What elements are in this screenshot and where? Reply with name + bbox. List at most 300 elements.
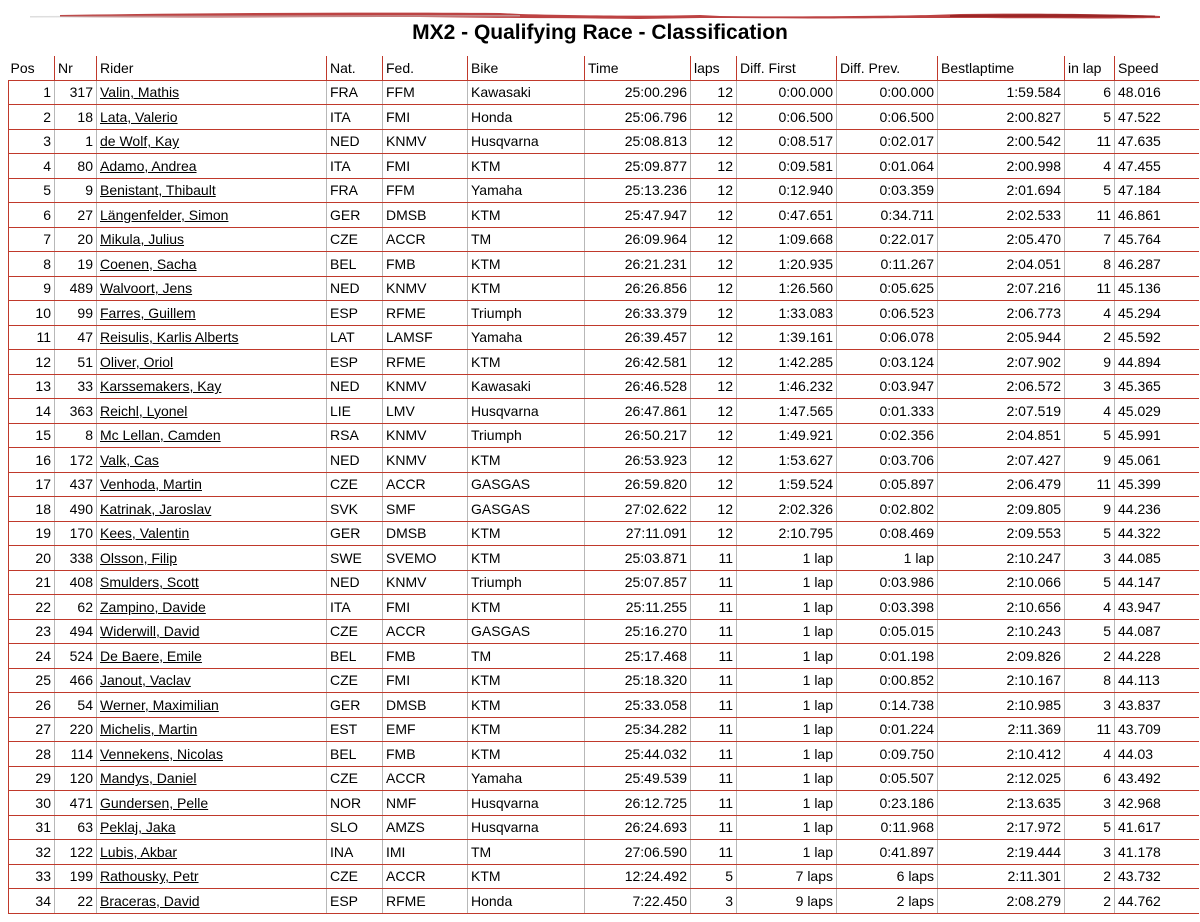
cell-in-lap: 11 bbox=[1065, 129, 1115, 154]
table-row bbox=[9, 399, 1199, 424]
cell-diff-first: 1:33.083 bbox=[737, 301, 837, 326]
cell-diff-prev: 0:05.015 bbox=[837, 619, 938, 644]
cell-fed: IMI bbox=[383, 840, 468, 865]
rider-link[interactable]: Farres, Guillem bbox=[100, 304, 196, 321]
cell-nat: SWE bbox=[327, 546, 383, 571]
rider-link[interactable]: Rathousky, Petr bbox=[100, 868, 199, 885]
cell-rider bbox=[97, 889, 327, 914]
cell-fed: FMB bbox=[383, 742, 468, 767]
header-pos: Pos bbox=[9, 56, 55, 80]
cell-diff-prev: 0:02.017 bbox=[837, 129, 938, 154]
cell-fed: KNMV bbox=[383, 570, 468, 595]
table-row bbox=[9, 644, 1199, 669]
cell-bestlaptime: 2:13.635 bbox=[938, 791, 1065, 816]
cell-nr: 18 bbox=[55, 105, 97, 130]
cell-rider bbox=[97, 546, 327, 571]
cell-bike: Yamaha bbox=[468, 766, 585, 791]
table-row bbox=[9, 178, 1199, 203]
cell-laps: 5 bbox=[691, 864, 737, 889]
rider-link[interactable]: Venhoda, Martin bbox=[100, 476, 202, 493]
cell-bike: KTM bbox=[468, 252, 585, 277]
rider-link[interactable]: Mandys, Daniel bbox=[100, 770, 197, 787]
cell-bestlaptime: 2:06.572 bbox=[938, 374, 1065, 399]
cell-nr: 338 bbox=[55, 546, 97, 571]
cell-rider bbox=[97, 815, 327, 840]
cell-nat: ESP bbox=[327, 889, 383, 914]
cell-nr: 170 bbox=[55, 521, 97, 546]
cell-bike: KTM bbox=[468, 717, 585, 742]
cell-in-lap: 5 bbox=[1065, 815, 1115, 840]
header-fed: Fed. bbox=[383, 56, 468, 80]
table-row bbox=[9, 742, 1199, 767]
cell-laps: 11 bbox=[691, 595, 737, 620]
cell-bike: GASGAS bbox=[468, 619, 585, 644]
header-nat: Nat. bbox=[327, 56, 383, 80]
cell-time: 25:44.032 bbox=[585, 742, 691, 767]
rider-link[interactable]: Kees, Valentin bbox=[100, 525, 190, 542]
table-row bbox=[9, 766, 1199, 791]
rider-link[interactable]: de Wolf, Kay bbox=[100, 133, 180, 150]
rider-link[interactable]: Gundersen, Pelle bbox=[100, 794, 209, 811]
rider-link[interactable]: Adamo, Andrea bbox=[100, 157, 197, 174]
cell-diff-first: 1 lap bbox=[737, 791, 837, 816]
cell-laps: 12 bbox=[691, 178, 737, 203]
cell-pos: 29 bbox=[9, 766, 55, 791]
cell-speed: 44.894 bbox=[1115, 350, 1199, 375]
cell-diff-first: 1:53.627 bbox=[737, 448, 837, 473]
cell-time: 25:49.539 bbox=[585, 766, 691, 791]
cell-laps: 11 bbox=[691, 693, 737, 718]
cell-laps: 12 bbox=[691, 301, 737, 326]
cell-bestlaptime: 2:10.243 bbox=[938, 619, 1065, 644]
cell-in-lap: 7 bbox=[1065, 227, 1115, 252]
cell-bestlaptime: 1:59.584 bbox=[938, 80, 1065, 105]
cell-pos: 16 bbox=[9, 448, 55, 473]
cell-nr: 62 bbox=[55, 595, 97, 620]
cell-nr: 408 bbox=[55, 570, 97, 595]
cell-bike: TM bbox=[468, 644, 585, 669]
cell-bestlaptime: 2:07.519 bbox=[938, 399, 1065, 424]
cell-diff-prev: 0:01.224 bbox=[837, 717, 938, 742]
cell-nat: BEL bbox=[327, 644, 383, 669]
cell-time: 25:34.282 bbox=[585, 717, 691, 742]
rider-link[interactable]: Oliver, Oriol bbox=[100, 353, 174, 370]
cell-in-lap: 3 bbox=[1065, 840, 1115, 865]
cell-speed: 42.968 bbox=[1115, 791, 1199, 816]
cell-fed: KNMV bbox=[383, 448, 468, 473]
rider-link[interactable]: Smulders, Scott bbox=[100, 574, 199, 591]
cell-bike: KTM bbox=[468, 203, 585, 228]
cell-bike: KTM bbox=[468, 595, 585, 620]
table-row bbox=[9, 497, 1199, 522]
cell-laps: 11 bbox=[691, 619, 737, 644]
cell-nr: 471 bbox=[55, 791, 97, 816]
table-row bbox=[9, 864, 1199, 889]
table-row bbox=[9, 448, 1199, 473]
cell-nat: SLO bbox=[327, 815, 383, 840]
cell-diff-first: 1 lap bbox=[737, 546, 837, 571]
cell-rider bbox=[97, 864, 327, 889]
cell-diff-prev: 0:06.078 bbox=[837, 325, 938, 350]
cell-diff-prev: 0:01.198 bbox=[837, 644, 938, 669]
cell-diff-first: 1 lap bbox=[737, 619, 837, 644]
cell-fed: FFM bbox=[383, 80, 468, 105]
cell-time: 25:06.796 bbox=[585, 105, 691, 130]
table-row bbox=[9, 570, 1199, 595]
cell-bike: KTM bbox=[468, 276, 585, 301]
cell-rider bbox=[97, 644, 327, 669]
cell-laps: 12 bbox=[691, 448, 737, 473]
rider-link[interactable]: Coenen, Sacha bbox=[100, 255, 197, 272]
cell-time: 12:24.492 bbox=[585, 864, 691, 889]
table-row bbox=[9, 717, 1199, 742]
header-time: Time bbox=[585, 56, 691, 80]
cell-nr: 22 bbox=[55, 889, 97, 914]
cell-fed: NMF bbox=[383, 791, 468, 816]
cell-nat: NED bbox=[327, 374, 383, 399]
cell-time: 26:26.856 bbox=[585, 276, 691, 301]
cell-speed: 45.764 bbox=[1115, 227, 1199, 252]
cell-bike: Husqvarna bbox=[468, 791, 585, 816]
cell-bestlaptime: 2:09.805 bbox=[938, 497, 1065, 522]
rider-link[interactable]: Mc Lellan, Camden bbox=[100, 427, 221, 444]
cell-in-lap: 2 bbox=[1065, 864, 1115, 889]
cell-pos: 31 bbox=[9, 815, 55, 840]
cell-diff-prev: 0:23.186 bbox=[837, 791, 938, 816]
cell-pos: 13 bbox=[9, 374, 55, 399]
header-diff-first: Diff. First bbox=[737, 56, 837, 80]
cell-fed: ACCR bbox=[383, 227, 468, 252]
cell-nr: 437 bbox=[55, 472, 97, 497]
cell-diff-first: 1 lap bbox=[737, 840, 837, 865]
cell-nr: 489 bbox=[55, 276, 97, 301]
table-row bbox=[9, 423, 1199, 448]
cell-diff-first: 1 lap bbox=[737, 570, 837, 595]
cell-diff-prev: 0:34.711 bbox=[837, 203, 938, 228]
cell-rider bbox=[97, 693, 327, 718]
cell-bestlaptime: 2:02.533 bbox=[938, 203, 1065, 228]
cell-in-lap: 11 bbox=[1065, 717, 1115, 742]
cell-time: 25:47.947 bbox=[585, 203, 691, 228]
cell-pos: 17 bbox=[9, 472, 55, 497]
cell-pos: 22 bbox=[9, 595, 55, 620]
cell-nr: 494 bbox=[55, 619, 97, 644]
cell-laps: 12 bbox=[691, 154, 737, 179]
cell-rider bbox=[97, 472, 327, 497]
rider-link[interactable]: De Baere, Emile bbox=[100, 647, 202, 664]
cell-diff-first: 1 lap bbox=[737, 815, 837, 840]
cell-laps: 12 bbox=[691, 325, 737, 350]
cell-time: 25:18.320 bbox=[585, 668, 691, 693]
cell-in-lap: 11 bbox=[1065, 276, 1115, 301]
rider-link[interactable]: Längenfelder, Simon bbox=[100, 206, 229, 223]
cell-fed: ACCR bbox=[383, 766, 468, 791]
cell-speed: 45.399 bbox=[1115, 472, 1199, 497]
cell-speed: 44.322 bbox=[1115, 521, 1199, 546]
rider-link[interactable]: Janout, Vaclav bbox=[100, 672, 191, 689]
cell-speed: 47.455 bbox=[1115, 154, 1199, 179]
cell-laps: 12 bbox=[691, 423, 737, 448]
cell-fed: LAMSF bbox=[383, 325, 468, 350]
cell-nat: ESP bbox=[327, 301, 383, 326]
cell-nat: CZE bbox=[327, 668, 383, 693]
cell-pos: 15 bbox=[9, 423, 55, 448]
cell-bestlaptime: 2:05.470 bbox=[938, 227, 1065, 252]
cell-speed: 44.236 bbox=[1115, 497, 1199, 522]
rider-link[interactable]: Mikula, Julius bbox=[100, 231, 185, 248]
cell-diff-prev: 2 laps bbox=[837, 889, 938, 914]
rider-link[interactable]: Zampino, Davide bbox=[100, 598, 206, 615]
cell-pos: 19 bbox=[9, 521, 55, 546]
cell-time: 26:21.231 bbox=[585, 252, 691, 277]
cell-time: 25:33.058 bbox=[585, 693, 691, 718]
cell-in-lap: 3 bbox=[1065, 791, 1115, 816]
cell-nat: ITA bbox=[327, 595, 383, 620]
cell-fed: SMF bbox=[383, 497, 468, 522]
rider-link[interactable]: Vennekens, Nicolas bbox=[100, 745, 223, 762]
cell-speed: 48.016 bbox=[1115, 80, 1199, 105]
cell-time: 25:00.296 bbox=[585, 80, 691, 105]
cell-diff-first: 1:42.285 bbox=[737, 350, 837, 375]
cell-in-lap: 4 bbox=[1065, 154, 1115, 179]
cell-rider bbox=[97, 227, 327, 252]
rider-link[interactable]: Werner, Maximilian bbox=[100, 696, 219, 713]
rider-link[interactable]: Karssemakers, Kay bbox=[100, 378, 222, 395]
cell-speed: 44.03 bbox=[1115, 742, 1199, 767]
cell-diff-first: 9 laps bbox=[737, 889, 837, 914]
cell-speed: 45.991 bbox=[1115, 423, 1199, 448]
header-nr: Nr bbox=[55, 56, 97, 80]
cell-pos: 7 bbox=[9, 227, 55, 252]
cell-fed: KNMV bbox=[383, 423, 468, 448]
cell-bike: Triumph bbox=[468, 301, 585, 326]
cell-laps: 12 bbox=[691, 497, 737, 522]
cell-nat: NED bbox=[327, 276, 383, 301]
cell-laps: 12 bbox=[691, 399, 737, 424]
cell-fed: RFME bbox=[383, 889, 468, 914]
rider-link[interactable]: Valk, Cas bbox=[100, 451, 159, 468]
cell-diff-first: 1 lap bbox=[737, 595, 837, 620]
cell-rider bbox=[97, 325, 327, 350]
table-header-row bbox=[9, 56, 1199, 80]
cell-rider bbox=[97, 301, 327, 326]
table-row bbox=[9, 350, 1199, 375]
table-row bbox=[9, 840, 1199, 865]
cell-diff-prev: 0:22.017 bbox=[837, 227, 938, 252]
cell-bike: KTM bbox=[468, 668, 585, 693]
cell-laps: 11 bbox=[691, 742, 737, 767]
cell-rider bbox=[97, 595, 327, 620]
cell-in-lap: 9 bbox=[1065, 448, 1115, 473]
cell-bestlaptime: 2:00.542 bbox=[938, 129, 1065, 154]
cell-bike: TM bbox=[468, 227, 585, 252]
cell-diff-first: 1 lap bbox=[737, 742, 837, 767]
cell-time: 25:16.270 bbox=[585, 619, 691, 644]
cell-nr: 33 bbox=[55, 374, 97, 399]
header-speed: Speed bbox=[1115, 56, 1199, 80]
cell-diff-first: 1:39.161 bbox=[737, 325, 837, 350]
cell-bestlaptime: 2:19.444 bbox=[938, 840, 1065, 865]
cell-nat: LIE bbox=[327, 399, 383, 424]
cell-bestlaptime: 2:10.656 bbox=[938, 595, 1065, 620]
rider-link[interactable]: Walvoort, Jens bbox=[100, 280, 193, 297]
cell-diff-first: 1 lap bbox=[737, 717, 837, 742]
cell-fed: KNMV bbox=[383, 129, 468, 154]
cell-pos: 9 bbox=[9, 276, 55, 301]
cell-speed: 45.136 bbox=[1115, 276, 1199, 301]
cell-bike: Kawasaki bbox=[468, 374, 585, 399]
cell-speed: 41.617 bbox=[1115, 815, 1199, 840]
cell-nr: 363 bbox=[55, 399, 97, 424]
table-row bbox=[9, 595, 1199, 620]
cell-diff-prev: 0:00.852 bbox=[837, 668, 938, 693]
cell-fed: RFME bbox=[383, 350, 468, 375]
cell-time: 26:09.964 bbox=[585, 227, 691, 252]
cell-rider bbox=[97, 570, 327, 595]
cell-laps: 11 bbox=[691, 668, 737, 693]
cell-nat: CZE bbox=[327, 619, 383, 644]
cell-laps: 12 bbox=[691, 80, 737, 105]
cell-fed: FMB bbox=[383, 252, 468, 277]
cell-time: 26:24.693 bbox=[585, 815, 691, 840]
cell-speed: 44.085 bbox=[1115, 546, 1199, 571]
cell-diff-prev: 0:09.750 bbox=[837, 742, 938, 767]
classification-table bbox=[8, 56, 1199, 914]
table-body bbox=[9, 80, 1199, 913]
rider-link[interactable]: Reichl, Lyonel bbox=[100, 402, 188, 419]
cell-bike: Honda bbox=[468, 105, 585, 130]
cell-bike: Husqvarna bbox=[468, 399, 585, 424]
cell-bestlaptime: 2:00.998 bbox=[938, 154, 1065, 179]
rider-link[interactable]: Olsson, Filip bbox=[100, 549, 178, 566]
cell-rider bbox=[97, 105, 327, 130]
cell-time: 26:47.861 bbox=[585, 399, 691, 424]
rider-link[interactable]: Widerwill, David bbox=[100, 623, 200, 640]
cell-pos: 4 bbox=[9, 154, 55, 179]
cell-speed: 45.592 bbox=[1115, 325, 1199, 350]
cell-diff-prev: 0:14.738 bbox=[837, 693, 938, 718]
rider-link[interactable]: Valin, Mathis bbox=[100, 84, 180, 101]
cell-time: 25:11.255 bbox=[585, 595, 691, 620]
cell-in-lap: 4 bbox=[1065, 301, 1115, 326]
cell-nat: SVK bbox=[327, 497, 383, 522]
cell-pos: 10 bbox=[9, 301, 55, 326]
cell-nr: 20 bbox=[55, 227, 97, 252]
cell-bestlaptime: 2:11.301 bbox=[938, 864, 1065, 889]
cell-diff-prev: 0:06.523 bbox=[837, 301, 938, 326]
cell-nat: FRA bbox=[327, 80, 383, 105]
table-row bbox=[9, 521, 1199, 546]
cell-pos: 33 bbox=[9, 864, 55, 889]
table-row bbox=[9, 374, 1199, 399]
cell-nr: 80 bbox=[55, 154, 97, 179]
cell-diff-prev: 0:02.356 bbox=[837, 423, 938, 448]
cell-diff-prev: 0:01.064 bbox=[837, 154, 938, 179]
cell-bestlaptime: 2:10.985 bbox=[938, 693, 1065, 718]
cell-bike: KTM bbox=[468, 546, 585, 571]
cell-diff-prev: 0:06.500 bbox=[837, 105, 938, 130]
cell-rider bbox=[97, 448, 327, 473]
cell-nat: CZE bbox=[327, 227, 383, 252]
cell-laps: 12 bbox=[691, 203, 737, 228]
cell-bike: TM bbox=[468, 840, 585, 865]
cell-in-lap: 5 bbox=[1065, 105, 1115, 130]
cell-bike: KTM bbox=[468, 350, 585, 375]
cell-bestlaptime: 2:00.827 bbox=[938, 105, 1065, 130]
rider-link[interactable]: Braceras, David bbox=[100, 892, 200, 909]
rider-link[interactable]: Michelis, Martin bbox=[100, 721, 198, 738]
cell-speed: 43.947 bbox=[1115, 595, 1199, 620]
cell-pos: 25 bbox=[9, 668, 55, 693]
cell-rider bbox=[97, 497, 327, 522]
cell-bike: Honda bbox=[468, 889, 585, 914]
table-row bbox=[9, 546, 1199, 571]
cell-nr: 54 bbox=[55, 693, 97, 718]
cell-diff-first: 1 lap bbox=[737, 766, 837, 791]
cell-pos: 1 bbox=[9, 80, 55, 105]
cell-pos: 20 bbox=[9, 546, 55, 571]
rider-link[interactable]: Katrinak, Jaroslav bbox=[100, 500, 212, 517]
cell-nr: 9 bbox=[55, 178, 97, 203]
cell-time: 25:03.871 bbox=[585, 546, 691, 571]
cell-bestlaptime: 2:05.944 bbox=[938, 325, 1065, 350]
table-row bbox=[9, 815, 1199, 840]
cell-diff-prev: 0:00.000 bbox=[837, 80, 938, 105]
cell-pos: 11 bbox=[9, 325, 55, 350]
cell-fed: SVEMO bbox=[383, 546, 468, 571]
cell-nat: ITA bbox=[327, 105, 383, 130]
cell-in-lap: 11 bbox=[1065, 203, 1115, 228]
rider-link[interactable]: Reisulis, Karlis Alberts bbox=[100, 329, 239, 346]
cell-time: 26:50.217 bbox=[585, 423, 691, 448]
cell-bestlaptime: 2:07.216 bbox=[938, 276, 1065, 301]
cell-diff-prev: 0:03.947 bbox=[837, 374, 938, 399]
cell-speed: 41.178 bbox=[1115, 840, 1199, 865]
cell-speed: 44.113 bbox=[1115, 668, 1199, 693]
cell-speed: 46.287 bbox=[1115, 252, 1199, 277]
cell-time: 7:22.450 bbox=[585, 889, 691, 914]
cell-rider bbox=[97, 252, 327, 277]
cell-bestlaptime: 2:10.066 bbox=[938, 570, 1065, 595]
cell-nr: 317 bbox=[55, 80, 97, 105]
rider-link[interactable]: Lata, Valerio bbox=[100, 108, 178, 125]
cell-bike: Triumph bbox=[468, 423, 585, 448]
cell-in-lap: 4 bbox=[1065, 595, 1115, 620]
cell-pos: 3 bbox=[9, 129, 55, 154]
table-row bbox=[9, 472, 1199, 497]
cell-diff-prev: 0:11.968 bbox=[837, 815, 938, 840]
cell-rider bbox=[97, 276, 327, 301]
cell-speed: 44.762 bbox=[1115, 889, 1199, 914]
cell-fed: KNMV bbox=[383, 276, 468, 301]
cell-bestlaptime: 2:10.412 bbox=[938, 742, 1065, 767]
cell-pos: 5 bbox=[9, 178, 55, 203]
cell-pos: 12 bbox=[9, 350, 55, 375]
rider-link[interactable]: Lubis, Akbar bbox=[100, 843, 178, 860]
cell-pos: 8 bbox=[9, 252, 55, 277]
cell-bestlaptime: 2:04.051 bbox=[938, 252, 1065, 277]
cell-nat: RSA bbox=[327, 423, 383, 448]
rider-link[interactable]: Benistant, Thibault bbox=[100, 182, 216, 199]
cell-in-lap: 8 bbox=[1065, 252, 1115, 277]
cell-nr: 120 bbox=[55, 766, 97, 791]
cell-laps: 12 bbox=[691, 521, 737, 546]
cell-nat: CZE bbox=[327, 472, 383, 497]
rider-link[interactable]: Peklaj, Jaka bbox=[100, 819, 176, 836]
cell-bike: Husqvarna bbox=[468, 815, 585, 840]
cell-in-lap: 3 bbox=[1065, 693, 1115, 718]
cell-bike: Yamaha bbox=[468, 178, 585, 203]
